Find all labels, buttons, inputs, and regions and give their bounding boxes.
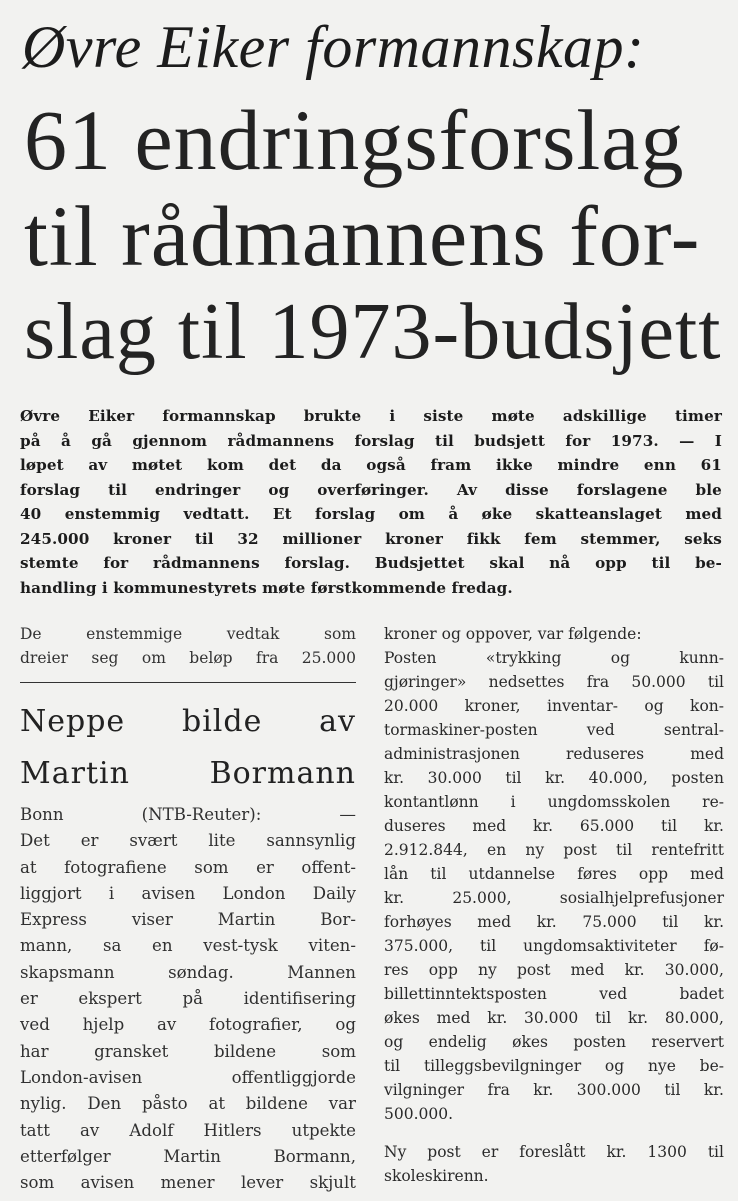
body-line: dreier seg om beløp fra 25.000	[20, 649, 356, 667]
body-line: etterfølger Martin Bormann,	[20, 1146, 356, 1166]
lead-line: Øvre Eiker formannskap brukte i siste møte adskillige timer	[20, 407, 722, 425]
body-line: 375.000, til ungdomsaktiviteter fø-	[384, 937, 724, 955]
body-line: ved hjelp av fotografier, og	[20, 1015, 356, 1035]
lead-line: forslag til endringer og overføringer. Av disse forslagene ble	[20, 480, 722, 499]
kicker: Øvre Eiker formannskap:	[22, 14, 645, 80]
body-line: økes med kr. 30.000 til kr. 80.000,	[384, 1009, 724, 1027]
body-line: til tilleggsbevilgninger og nye be-	[384, 1057, 724, 1075]
headline	[24, 92, 724, 380]
body-line: De enstemmige vedtak som	[20, 625, 356, 643]
body-line: nylig. Den påsto at bildene var	[20, 1094, 356, 1114]
body-line: administrasjonen reduseres med	[384, 745, 724, 763]
body-line: mann, sa en vest-tysk viten-	[20, 936, 356, 956]
body-line: har gransket bildene som	[20, 1041, 356, 1061]
body-line: res opp ny post med kr. 30.000,	[384, 961, 724, 979]
body-line: liggjort i avisen London Daily	[20, 883, 356, 903]
body-line: kr. 25.000, sosialhjelprefusjoner	[384, 889, 724, 907]
body-line: kr. 30.000 til kr. 40.000, posten	[384, 769, 724, 787]
body-line: Bonn (NTB-Reuter): —	[20, 805, 356, 824]
subhead-line: Neppe bilde av	[20, 704, 356, 739]
body-line: forhøyes med kr. 75.000 til kr.	[384, 913, 724, 931]
body-line: kroner og oppover, var følgende:	[384, 625, 642, 643]
lead-line: løpet av møtet kom det da også fram ikke mindre enn 61	[20, 456, 722, 474]
lead-paragraph	[20, 404, 722, 600]
lead-line: stemte for rådmannens forslag. Budsjettet skal nå opp til be-	[20, 554, 722, 572]
body-line: Express viser Martin Bor-	[20, 910, 356, 930]
subhead-line: Martin Bormann	[20, 756, 356, 791]
body-line: tatt av Adolf Hitlers utpekte	[20, 1120, 356, 1140]
lead-line: 245.000 kroner til 32 millioner kroner fikk fem stemmer, seks	[20, 529, 722, 548]
left-column-intro	[20, 622, 356, 670]
lead-line: 40 enstemmig vedtatt. Et forslag om å øke skatteanslaget med	[20, 505, 722, 523]
left-column-article	[20, 802, 356, 1196]
column-divider	[20, 682, 356, 683]
body-line: tormaskiner-posten ved sentral-	[384, 721, 724, 739]
lead-line: handling i kommunestyrets møte førstkommende fredag.	[20, 578, 513, 597]
headline-line: 61 endringsforslag	[24, 92, 685, 188]
body-line: er ekspert på identifisering	[20, 989, 356, 1009]
body-line: og endelig økes posten reservert	[384, 1033, 724, 1051]
body-line: London-avisen offentliggjorde	[20, 1067, 356, 1087]
body-line: Ny post er foreslått kr. 1300 til	[384, 1143, 724, 1161]
body-line: gjøringer» nedsettes fra 50.000 til	[384, 673, 724, 691]
body-line: Det er svært lite sannsynlig	[20, 831, 356, 851]
body-line: kontantlønn i ungdomsskolen re-	[384, 793, 724, 811]
body-line: 500.000.	[384, 1105, 454, 1123]
headline-line: til rådmannens for-	[24, 188, 701, 284]
body-line: vilgninger fra kr. 300.000 til kr.	[384, 1081, 724, 1099]
lead-line: på å gå gjennom rådmannens forslag til budsjett for 1973. — I	[20, 431, 722, 450]
right-column	[384, 622, 724, 1188]
body-line: 20.000 kroner, inventar- og kon-	[384, 697, 724, 715]
right-column-note	[384, 1140, 724, 1188]
article-subheadline	[20, 696, 356, 800]
body-line: 2.912.844, en ny post til rentefritt	[384, 841, 724, 859]
body-line: billettinntektsposten ved badet	[384, 985, 724, 1003]
body-line: skoleskirenn.	[384, 1167, 489, 1185]
body-line: duseres med kr. 65.000 til kr.	[384, 817, 724, 835]
headline-line: slag til 1973-budsjett	[24, 288, 722, 376]
body-line: som avisen mener lever skjult	[20, 1173, 356, 1193]
body-line: Posten «trykking og kunn-	[384, 649, 724, 667]
body-line: at fotografiene som er offent-	[20, 857, 356, 877]
body-line: lån til utdannelse føres opp med	[384, 865, 724, 883]
body-line: skapsmann søndag. Mannen	[20, 962, 356, 982]
